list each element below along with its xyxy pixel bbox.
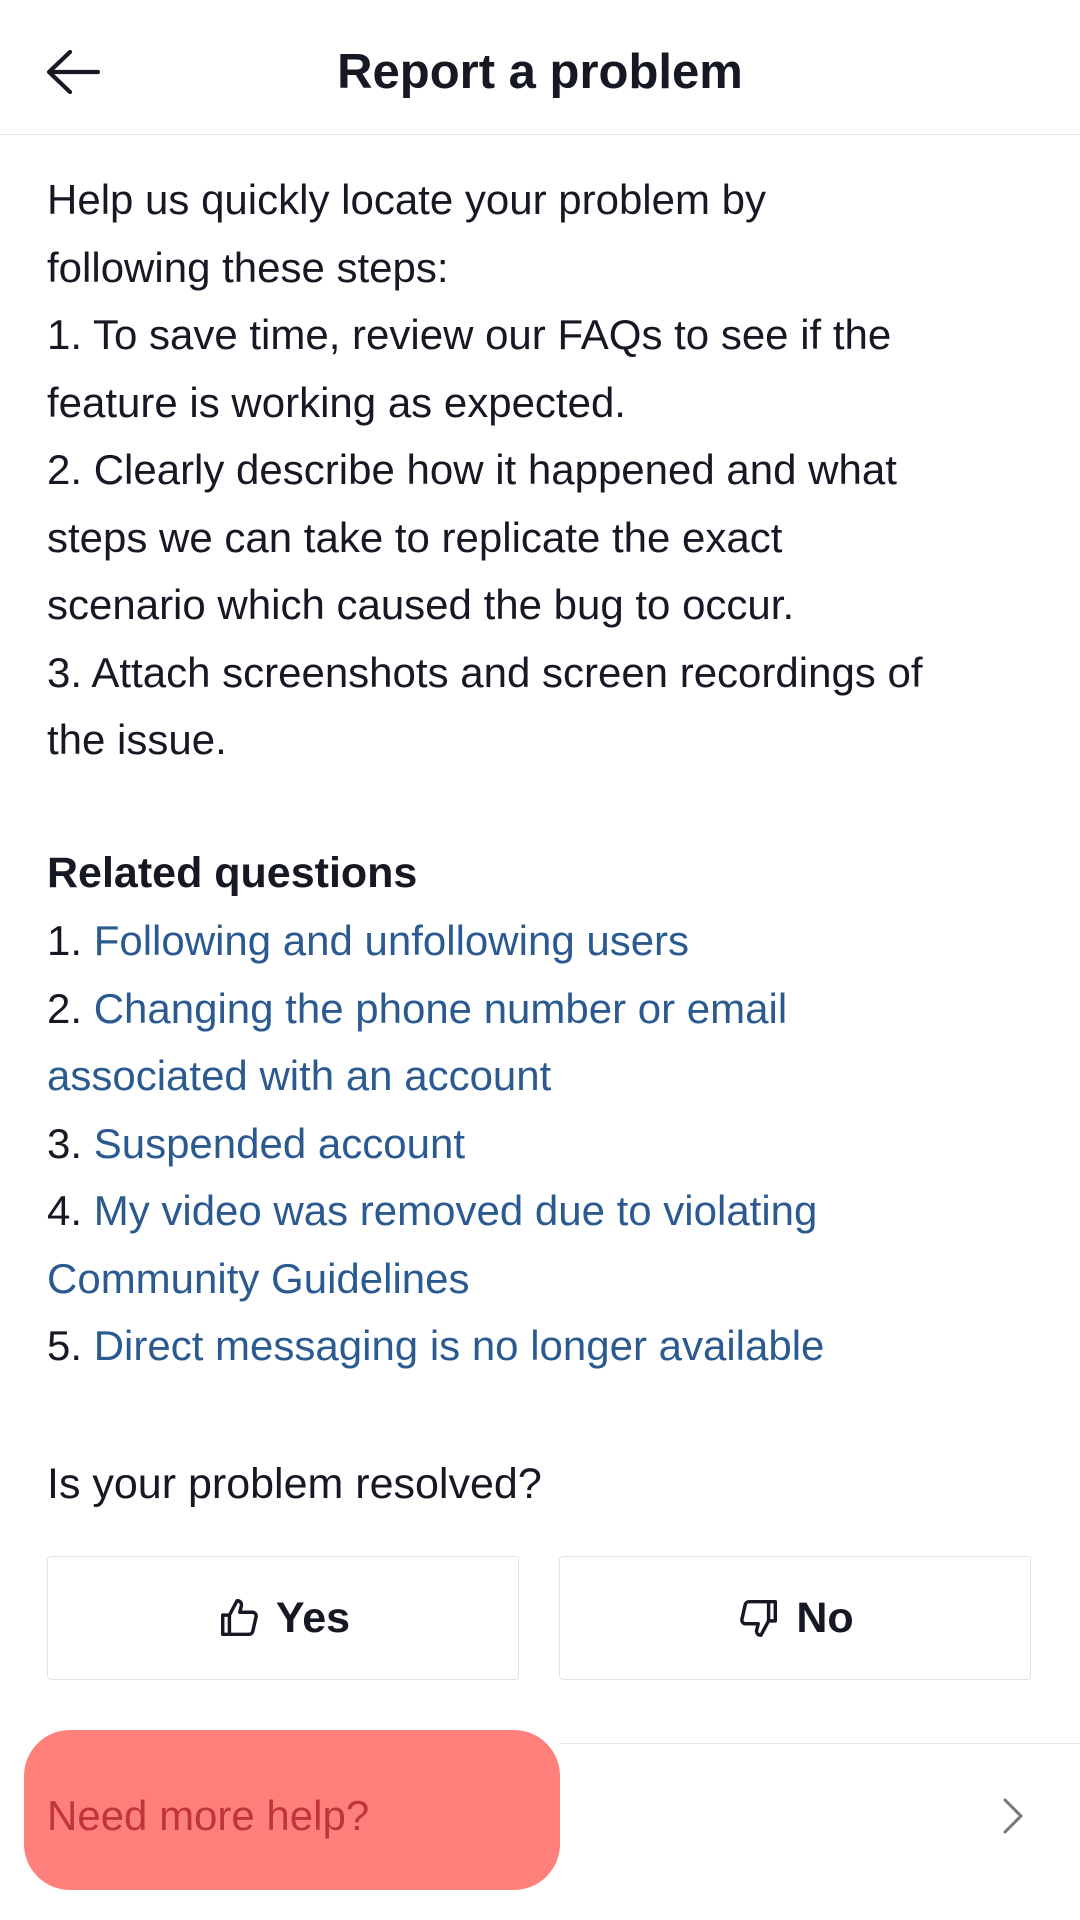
intro-line: 3. Attach screenshots and screen recordings of xyxy=(47,648,923,696)
intro-line: 1. To save time, review our FAQs to see if the xyxy=(47,311,892,358)
list-item xyxy=(47,1110,1047,1178)
chevron-right-icon[interactable] xyxy=(992,1796,1032,1836)
related-link-changing-phone[interactable]: Changing the phone number or email xyxy=(93,984,788,1032)
intro-line: feature is working as expected. xyxy=(47,378,626,426)
top-bar xyxy=(0,0,1080,135)
intro-line: Help us quickly locate your problem by xyxy=(47,176,767,223)
intro-line: the issue. xyxy=(47,716,227,763)
thumbs-down-icon xyxy=(736,1595,782,1641)
list-item-continuation xyxy=(47,1042,1047,1110)
no-label: No xyxy=(796,1593,854,1642)
related-link-video-removed[interactable]: My video was removed due to violating xyxy=(93,1187,818,1234)
list-item-continuation xyxy=(47,1245,1047,1313)
item-number: 1. xyxy=(47,917,83,964)
no-button[interactable] xyxy=(559,1556,1031,1680)
resolved-question: Is your problem resolved? xyxy=(47,1460,542,1508)
need-more-help-label[interactable]: Need more help? xyxy=(47,1792,370,1839)
item-number: 5. xyxy=(47,1322,83,1369)
related-link-suspended[interactable]: Suspended account xyxy=(93,1119,465,1167)
intro-line: steps we can take to replicate the exact xyxy=(47,513,783,561)
related-link-changing-phone-cont[interactable]: associated with an account xyxy=(47,1052,552,1099)
related-link-direct-messaging[interactable]: Direct messaging is no longer available xyxy=(93,1322,825,1369)
list-item xyxy=(47,1177,1047,1245)
related-link-following[interactable]: Following and unfollowing users xyxy=(93,917,690,964)
intro-line: 2. Clearly describe how it happened and what xyxy=(47,446,897,493)
list-item xyxy=(47,975,1047,1043)
related-questions-heading: Related questions xyxy=(47,849,418,897)
list-item xyxy=(47,907,1047,975)
page-title: Report a problem xyxy=(337,45,743,99)
thumbs-up-icon xyxy=(216,1595,262,1641)
intro-line: scenario which caused the bug to occur. xyxy=(47,581,795,628)
related-questions-list xyxy=(47,907,1047,1380)
item-number: 2. xyxy=(47,984,83,1032)
intro-line: following these steps: xyxy=(47,243,449,291)
list-item xyxy=(47,1312,1047,1380)
yes-button[interactable] xyxy=(47,1556,519,1680)
item-number: 4. xyxy=(47,1187,83,1234)
item-number: 3. xyxy=(47,1119,83,1167)
related-link-video-removed-cont[interactable]: Community Guidelines xyxy=(47,1254,470,1302)
yes-label: Yes xyxy=(275,1593,351,1642)
intro-text xyxy=(47,166,1037,774)
